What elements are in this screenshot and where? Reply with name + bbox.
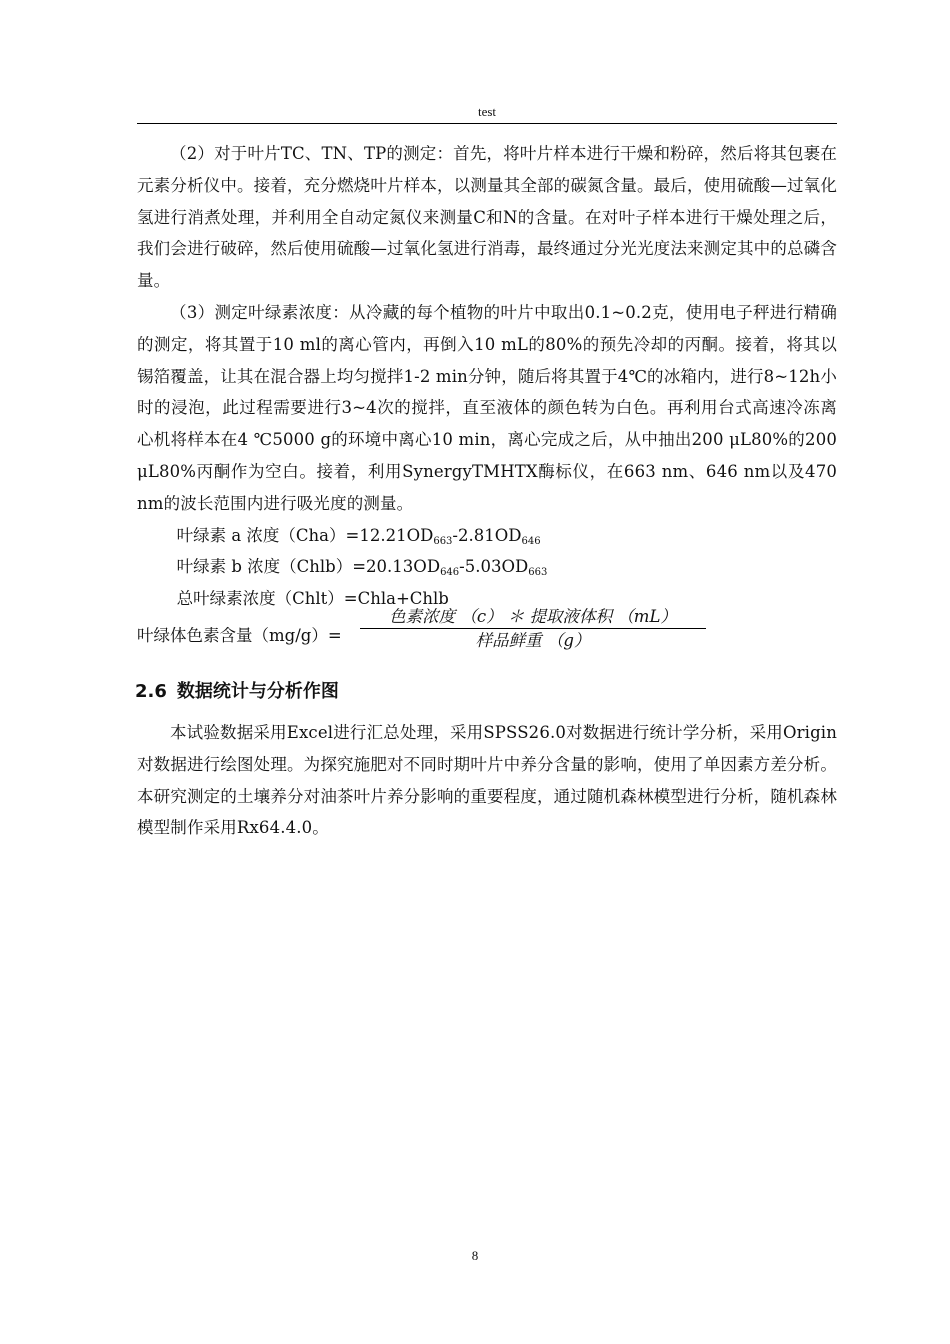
formula-chlorophyll-b: 叶绿素 b 浓度$(Chlb)=20.13OD_{646}-5.03OD_{663}$ — [176, 557, 548, 579]
formula-chlorophyll-a: 叶绿素 a 浓度$(Cha)=12.21OD_{663}-2.81OD_{646}$ — [176, 525, 541, 547]
running-header: test — [477, 104, 497, 119]
paragraph-chlorophyll-measurement: （3）测定叶绿素浓度：从冷藏的每个植物的叶片中取出0.1~0.2克，使用电子秤进行精确的测定，将其置于10 ml的离心管内，再倒入10 mL的80%的预先冷却的丙酮。接着，将其以锡箔覆盖，让其在混合器上均匀搅拌1-2 min分钟，随后将其置于4℃的冰箱内，进行8~12h小时的浸泡，此过程需要进行3~4次的搅拌，直至液体的颜色转为白色。再利用台式高速冷冻离心机将样本在4 ℃5000 g的环境中离心10 min，离心完成之后，从中抽出200 μL80%的200 μL80%丙酮作为空白。接着，利用SynergyTMHTX酶标仪，在663 nm、646 nm以及470 nm的波长范围内进行吸光度的测量。 — [137, 302, 837, 513]
fraction — [360, 606, 706, 653]
formula-total-chlorophyll: 总叶绿素浓度（Chlt）=Chla+Chlb — [176, 589, 449, 609]
fraction-denominator: 样品鲜重 （g） — [475, 630, 591, 650]
section-number: 2.6 — [135, 680, 167, 702]
section-title: 数据统计与分析作图 — [176, 680, 339, 702]
page-body — [137, 138, 837, 844]
section-heading — [135, 679, 837, 705]
formula-label: 叶绿体色素含量（mg/g）= — [137, 625, 342, 645]
fraction-numerator: 色素浓度 （c） ＊ 提取液体积 （mL） — [389, 606, 677, 626]
page-number: 8 — [471, 1248, 479, 1263]
paragraph-data-analysis: 本试验数据采用Excel进行汇总处理，采用SPSS26.0对数据进行统计学分析，采用Origin对数据进行绘图处理。为探究施肥对不同时期叶片中养分含量的影响，使用了单因素方差分析。本研究测定的土壤养分对油茶叶片养分影响的重要程度，通过随机森林模型进行分析，随机森林模型制作采用Rx64.4.0。 — [137, 722, 837, 838]
header-rule — [137, 123, 837, 124]
formula-pigment-content — [137, 606, 837, 657]
paragraph-leaf-element-measurement: （2）对于叶片TC、TN、TP的测定：首先，将叶片样本进行干燥和粉碎，然后将其包裹在元素分析仪中。接着，充分燃烧叶片样本，以测量其全部的碳氮含量。最后，使用硫酸—过氧化氢进行消煮处理，并利用全自动定氮仪来测量C和N的含量。在对叶子样本进行干燥处理之后，我们会进行破碎，然后使用硫酸—过氧化氢进行消毒，最终通过分光光度法来测定其中的总磷含量。 — [137, 144, 837, 291]
